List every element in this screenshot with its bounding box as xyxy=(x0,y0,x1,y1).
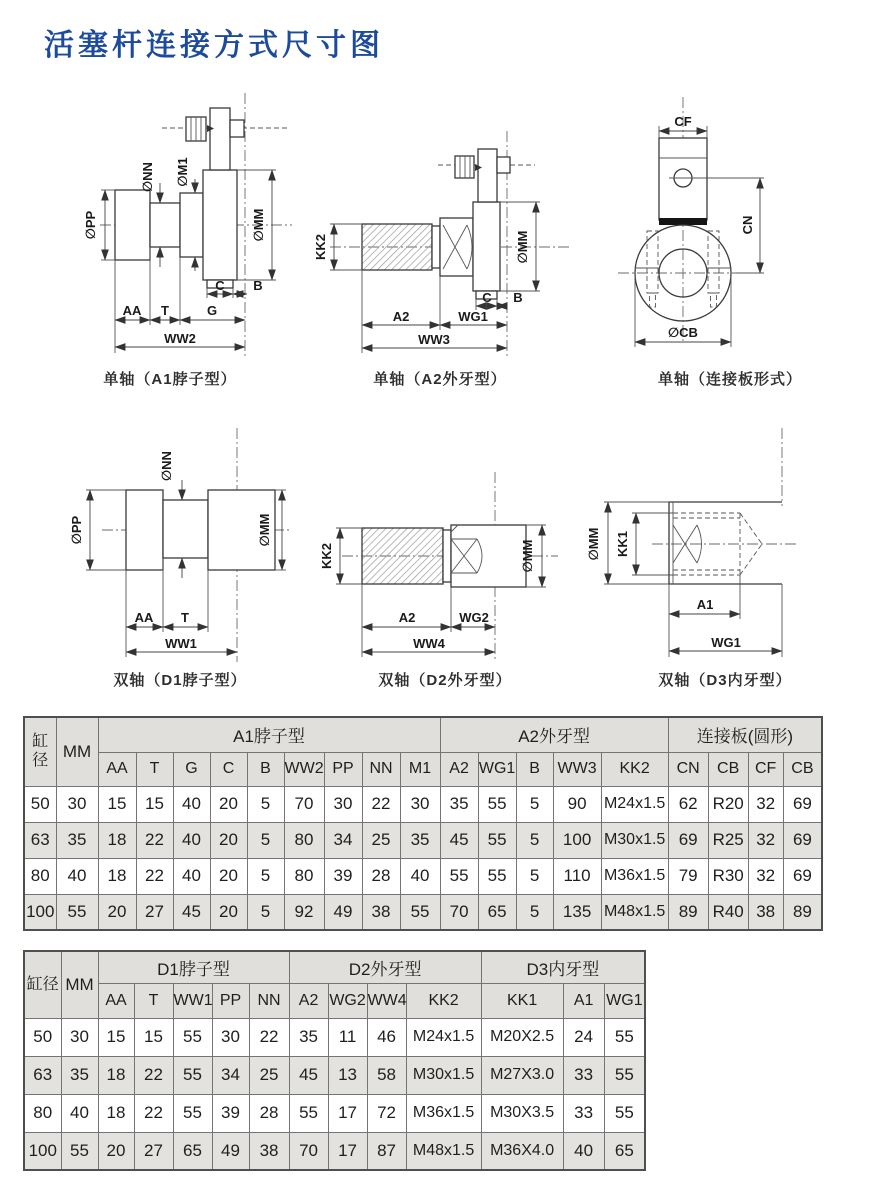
table-cell: 38 xyxy=(748,894,783,930)
table-cell: R40 xyxy=(708,894,748,930)
d1-drawing-svg xyxy=(40,420,320,670)
table-cell: 20 xyxy=(210,858,247,894)
table-cell: R30 xyxy=(708,858,748,894)
table-cell: 55 xyxy=(604,1018,645,1056)
table-cell: 18 xyxy=(98,822,136,858)
table-row xyxy=(24,1094,645,1132)
table-cell: 15 xyxy=(98,1018,134,1056)
table-cell: 45 xyxy=(289,1056,328,1094)
dim-label-kk2: KK2 xyxy=(313,233,328,261)
table-row xyxy=(24,1056,645,1094)
dim-label-a2: A2 xyxy=(392,309,410,324)
table-cell: 80 xyxy=(284,822,324,858)
dim-label-cn: CN xyxy=(740,215,755,235)
table-cell: 5 xyxy=(516,894,553,930)
dim-label-aa: AA xyxy=(122,303,142,318)
table-cell: 40 xyxy=(61,1094,98,1132)
part-outline xyxy=(669,502,782,584)
table-cell: 40 xyxy=(400,858,440,894)
column-header-cylinder-bore: 缸径 xyxy=(24,717,56,786)
table-cell: 80 xyxy=(284,858,324,894)
column-header: AA xyxy=(98,752,136,786)
table-group-header-row xyxy=(24,717,822,752)
table-cell: 100 xyxy=(24,894,56,930)
d2-drawing-svg xyxy=(310,420,580,670)
table-cell: 34 xyxy=(212,1056,249,1094)
table-cell: 45 xyxy=(173,894,210,930)
table-cell: 40 xyxy=(56,858,98,894)
column-header: WW4 xyxy=(367,983,406,1018)
table-cell: 5 xyxy=(247,894,284,930)
table-cell: 62 xyxy=(668,786,708,822)
page-title: 活塞杆连接方式尺寸图 xyxy=(44,29,384,62)
group-header-a1-neck: A1脖子型 xyxy=(98,717,440,752)
table-cell: 35 xyxy=(400,822,440,858)
table-cell: 25 xyxy=(249,1056,289,1094)
dim-label-mm: ∅MM xyxy=(515,230,530,264)
table-cell: 5 xyxy=(247,858,284,894)
table-cell: 58 xyxy=(367,1056,406,1094)
dim-label-kk1: KK1 xyxy=(615,530,630,558)
table-cell: 70 xyxy=(284,786,324,822)
table-cell: 55 xyxy=(173,1056,212,1094)
dim-label-kk2: KK2 xyxy=(319,542,334,570)
table-cell: 32 xyxy=(748,822,783,858)
table-cell: 17 xyxy=(328,1132,367,1170)
table-cell: 79 xyxy=(668,858,708,894)
table-cell: M20X2.5 xyxy=(481,1018,563,1056)
column-header: WW1 xyxy=(173,983,212,1018)
column-header: CF xyxy=(748,752,783,786)
column-header: WG2 xyxy=(328,983,367,1018)
table-cell: M24x1.5 xyxy=(601,786,668,822)
column-header: A2 xyxy=(440,752,478,786)
diagram-d3-internal-thread xyxy=(580,420,870,692)
table-row xyxy=(24,786,822,822)
diagram-a2-thread-type xyxy=(300,85,580,390)
table-cell: 90 xyxy=(553,786,601,822)
table-cell: 72 xyxy=(367,1094,406,1132)
group-header-d1-neck: D1脖子型 xyxy=(98,951,289,983)
table-cell: 55 xyxy=(440,858,478,894)
table-cell: 25 xyxy=(362,822,400,858)
table-cell: 33 xyxy=(563,1056,604,1094)
table-cell: 20 xyxy=(210,822,247,858)
a2-drawing-svg xyxy=(300,85,580,365)
dim-label-mm: ∅MM xyxy=(257,513,272,547)
table-cell: 18 xyxy=(98,858,136,894)
table-cell: 20 xyxy=(210,786,247,822)
group-header-plate-round: 连接板(圆形) xyxy=(668,717,822,752)
table-cell: 65 xyxy=(173,1132,212,1170)
table-cell: 69 xyxy=(783,858,822,894)
table-cell: M36x1.5 xyxy=(406,1094,481,1132)
table-cell: 5 xyxy=(247,786,284,822)
table-cell: 55 xyxy=(478,858,516,894)
dim-label-ww3: WW3 xyxy=(418,332,450,347)
table-cell: M48x1.5 xyxy=(406,1132,481,1170)
table-cell: 27 xyxy=(134,1132,173,1170)
column-header: M1 xyxy=(400,752,440,786)
table-cell: R20 xyxy=(708,786,748,822)
dimensions xyxy=(586,502,782,657)
table-cell: M30X3.5 xyxy=(481,1094,563,1132)
column-header: B xyxy=(516,752,553,786)
table-cell: 135 xyxy=(553,894,601,930)
table-cell: 69 xyxy=(668,822,708,858)
table-cell: 70 xyxy=(289,1132,328,1170)
column-header: AA xyxy=(98,983,134,1018)
table-cell: 24 xyxy=(563,1018,604,1056)
column-header-mm: MM xyxy=(56,717,98,786)
dim-label-nn: ∅NN xyxy=(140,162,155,192)
column-header: CN xyxy=(668,752,708,786)
dim-label-wg1: WG1 xyxy=(458,309,488,324)
table-cell: M48x1.5 xyxy=(601,894,668,930)
table-cell: 55 xyxy=(173,1094,212,1132)
diagram-connecting-plate xyxy=(590,85,870,390)
table-cell: 80 xyxy=(24,858,56,894)
dim-label-pp: ∅PP xyxy=(69,515,84,545)
table-cell: 32 xyxy=(748,858,783,894)
table-cell: 20 xyxy=(98,894,136,930)
table-cell: 20 xyxy=(98,1132,134,1170)
table-cell: 5 xyxy=(516,786,553,822)
table-cell: 5 xyxy=(516,822,553,858)
table-cell: 39 xyxy=(324,858,362,894)
diagram-caption: 单轴（A2外牙型） xyxy=(373,371,507,388)
table-cell: 35 xyxy=(61,1056,98,1094)
dim-label-aa: AA xyxy=(134,610,154,625)
table-cell: 35 xyxy=(440,786,478,822)
dim-label-mm: ∅MM xyxy=(251,208,266,242)
diagram-caption: 单轴（A1脖子型） xyxy=(103,371,237,388)
dim-label-nn: ∅NN xyxy=(159,451,174,481)
plate-drawing-svg xyxy=(590,85,870,365)
diagram-caption: 双轴（D3内牙型） xyxy=(658,672,792,689)
table-cell: 55 xyxy=(478,822,516,858)
dim-label-wg2: WG2 xyxy=(459,610,489,625)
column-header: PP xyxy=(324,752,362,786)
table-cell: 22 xyxy=(136,858,173,894)
table-cell: 55 xyxy=(56,894,98,930)
table-cell: 39 xyxy=(212,1094,249,1132)
table-cell: 40 xyxy=(173,822,210,858)
column-header: NN xyxy=(362,752,400,786)
table-cell: 15 xyxy=(98,786,136,822)
a1-drawing-svg xyxy=(40,85,300,365)
table-cell: 22 xyxy=(249,1018,289,1056)
table-cell: 15 xyxy=(136,786,173,822)
table-cell: 55 xyxy=(173,1018,212,1056)
table-cell: M30x1.5 xyxy=(601,822,668,858)
table-cell: 100 xyxy=(24,1132,61,1170)
table-cell: 38 xyxy=(249,1132,289,1170)
column-header-cylinder-bore: 缸径 xyxy=(24,951,61,1018)
column-header: PP xyxy=(212,983,249,1018)
diagram-caption: 双轴（D2外牙型） xyxy=(378,672,512,689)
table-cell: 69 xyxy=(783,822,822,858)
diagram-a1-neck-type xyxy=(40,85,300,390)
part-outline xyxy=(362,525,526,587)
table-cell: 40 xyxy=(173,786,210,822)
table-cell: 69 xyxy=(783,786,822,822)
table-cell: 55 xyxy=(604,1094,645,1132)
table-cell: 40 xyxy=(563,1132,604,1170)
column-header: G xyxy=(173,752,210,786)
table-cell: 35 xyxy=(56,822,98,858)
table-cell: 65 xyxy=(478,894,516,930)
table-row xyxy=(24,858,822,894)
dim-label-mm: ∅MM xyxy=(586,527,601,561)
diagram-caption: 双轴（D1脖子型） xyxy=(113,672,247,689)
table-cell: M36X4.0 xyxy=(481,1132,563,1170)
column-header: C xyxy=(210,752,247,786)
table-cell: 50 xyxy=(24,1018,61,1056)
column-header: NN xyxy=(249,983,289,1018)
table-cell: 28 xyxy=(362,858,400,894)
table-cell: 27 xyxy=(136,894,173,930)
column-header: CB xyxy=(708,752,748,786)
column-header: T xyxy=(136,752,173,786)
table-row xyxy=(24,894,822,930)
dim-label-a2: A2 xyxy=(398,610,416,625)
table-cell: 22 xyxy=(134,1094,173,1132)
table-cell: 50 xyxy=(24,786,56,822)
dim-label-ww2: WW2 xyxy=(164,331,196,346)
dim-label-a1: A1 xyxy=(696,597,714,612)
table-row xyxy=(24,822,822,858)
dim-label-c: C xyxy=(215,278,225,293)
diagram-d2-thread-type xyxy=(310,420,580,692)
dim-label-m1: ∅M1 xyxy=(175,157,190,187)
part-outline xyxy=(362,149,510,299)
column-header: KK2 xyxy=(601,752,668,786)
table-cell: 63 xyxy=(24,822,56,858)
table-cell: 32 xyxy=(748,786,783,822)
dim-label-cb: ∅CB xyxy=(668,325,698,340)
table-cell: 55 xyxy=(478,786,516,822)
table-cell: 20 xyxy=(210,894,247,930)
table-cell: 30 xyxy=(56,786,98,822)
column-header: KK1 xyxy=(481,983,563,1018)
dim-label-ww1: WW1 xyxy=(165,636,197,651)
group-header-a2-thread: A2外牙型 xyxy=(440,717,668,752)
diagram-caption: 单轴（连接板形式） xyxy=(657,371,802,388)
dim-label-c: C xyxy=(482,290,492,305)
table-cell: 89 xyxy=(783,894,822,930)
table-subheader-row xyxy=(24,752,822,786)
table-cell: M27X3.0 xyxy=(481,1056,563,1094)
dim-label-cf: CF xyxy=(674,114,692,129)
table-group-header-row xyxy=(24,951,645,983)
table-subheader-row xyxy=(24,983,645,1018)
table-cell: 22 xyxy=(134,1056,173,1094)
table-cell: 11 xyxy=(328,1018,367,1056)
table-cell: 70 xyxy=(440,894,478,930)
table-cell: 17 xyxy=(328,1094,367,1132)
table-cell: M30x1.5 xyxy=(406,1056,481,1094)
dim-label-mm: ∅MM xyxy=(520,539,535,573)
table-cell: 35 xyxy=(289,1018,328,1056)
table-cell: 15 xyxy=(134,1018,173,1056)
table-cell: R25 xyxy=(708,822,748,858)
table-cell: 22 xyxy=(136,822,173,858)
table-cell: 49 xyxy=(324,894,362,930)
column-header: A1 xyxy=(563,983,604,1018)
table-cell: 89 xyxy=(668,894,708,930)
table-cell: 55 xyxy=(400,894,440,930)
group-header-d2-thread: D2外牙型 xyxy=(289,951,481,983)
table-cell: 92 xyxy=(284,894,324,930)
table-cell: 45 xyxy=(440,822,478,858)
table-cell: 46 xyxy=(367,1018,406,1056)
dim-label-ww4: WW4 xyxy=(413,636,445,651)
table-row xyxy=(24,1132,645,1170)
table-cell: 87 xyxy=(367,1132,406,1170)
column-header: WW3 xyxy=(553,752,601,786)
table-cell: 100 xyxy=(553,822,601,858)
table-cell: 28 xyxy=(249,1094,289,1132)
d3-drawing-svg xyxy=(580,420,870,670)
table-cell: 55 xyxy=(61,1132,98,1170)
table-cell: 55 xyxy=(604,1056,645,1094)
column-header-mm: MM xyxy=(61,951,98,1018)
table-cell: 22 xyxy=(362,786,400,822)
dimension-table-double-shaft xyxy=(23,950,646,1171)
table-cell: 40 xyxy=(173,858,210,894)
part-outline xyxy=(126,490,275,570)
dimension-table-single-shaft xyxy=(23,716,823,931)
table-cell: 110 xyxy=(553,858,601,894)
dim-label-g: G xyxy=(206,303,218,318)
table-cell: 49 xyxy=(212,1132,249,1170)
diagram-d1-neck-type xyxy=(40,420,320,692)
table-cell: 18 xyxy=(98,1056,134,1094)
table-cell: 55 xyxy=(289,1094,328,1132)
table-cell: 30 xyxy=(212,1018,249,1056)
dim-label-wg1: WG1 xyxy=(711,635,741,650)
table-cell: M36x1.5 xyxy=(601,858,668,894)
column-header: CB xyxy=(783,752,822,786)
column-header: WW2 xyxy=(284,752,324,786)
table-cell: 5 xyxy=(247,822,284,858)
table-cell: 30 xyxy=(324,786,362,822)
part-outline xyxy=(115,108,244,288)
table-cell: 80 xyxy=(24,1094,61,1132)
dim-label-b: B xyxy=(253,278,263,293)
dim-label-pp: ∅PP xyxy=(83,210,98,240)
table-cell: 33 xyxy=(563,1094,604,1132)
column-header: KK2 xyxy=(406,983,481,1018)
dim-label-t: T xyxy=(181,610,189,625)
group-header-d3-internal: D3内牙型 xyxy=(481,951,645,983)
table-cell: 18 xyxy=(98,1094,134,1132)
column-header: A2 xyxy=(289,983,328,1018)
table-cell: 30 xyxy=(400,786,440,822)
table-cell: 30 xyxy=(61,1018,98,1056)
table-cell: 5 xyxy=(516,858,553,894)
table-cell: 63 xyxy=(24,1056,61,1094)
column-header: WG1 xyxy=(604,983,645,1018)
column-header: T xyxy=(134,983,173,1018)
dim-label-t: T xyxy=(161,303,169,318)
table-cell: 13 xyxy=(328,1056,367,1094)
column-header: B xyxy=(247,752,284,786)
table-cell: 34 xyxy=(324,822,362,858)
column-header: WG1 xyxy=(478,752,516,786)
table-row xyxy=(24,1018,645,1056)
table-cell: 38 xyxy=(362,894,400,930)
table-cell: 65 xyxy=(604,1132,645,1170)
dim-label-b: B xyxy=(513,290,523,305)
table-cell: M24x1.5 xyxy=(406,1018,481,1056)
